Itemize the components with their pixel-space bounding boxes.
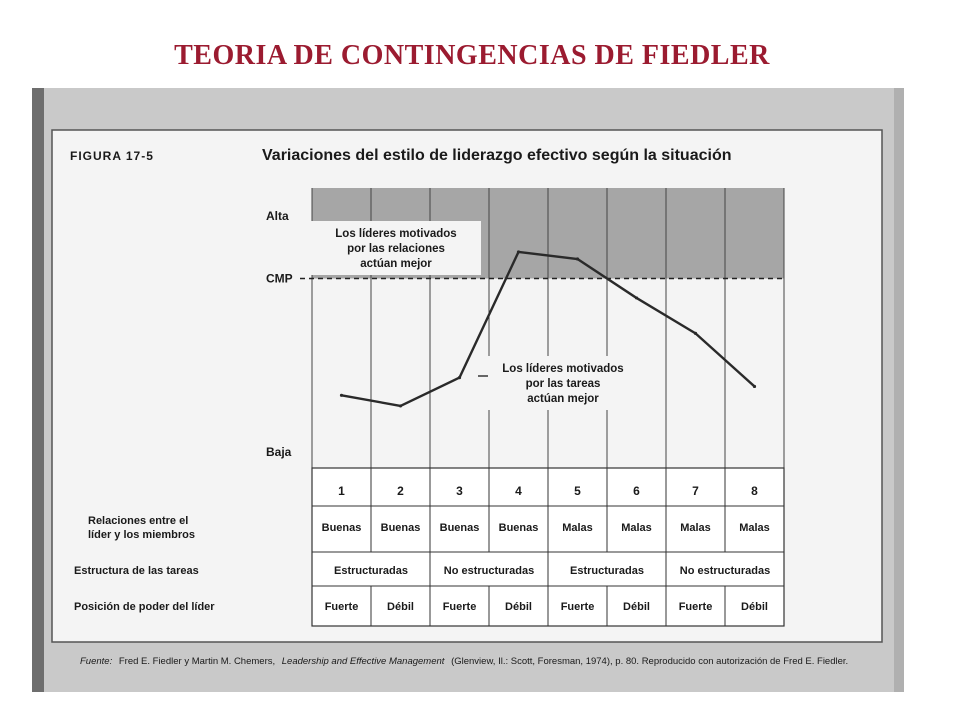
- source-prefix: Fuente:: [80, 656, 113, 667]
- situation-number: 4: [515, 484, 522, 498]
- table-row-label: Estructura de las tareas: [74, 565, 199, 577]
- y-label-cmp: CMP: [266, 271, 293, 286]
- relations-cell: Malas: [562, 522, 593, 534]
- annotation-upper-line: Los líderes motivados: [335, 228, 457, 240]
- power-cell: Fuerte: [324, 601, 359, 613]
- slide-title: TEORIA DE CONTINGENCIAS DE FIEDLER: [174, 40, 770, 71]
- relations-cell: Malas: [680, 522, 711, 534]
- relations-cell: Malas: [621, 522, 652, 534]
- table-row-label: Posición de poder del líder: [74, 601, 215, 613]
- structure-cell: No estructuradas: [443, 565, 535, 577]
- power-cell: Fuerte: [560, 601, 595, 613]
- table-row-label: líder y los miembros: [88, 529, 195, 541]
- y-label-high: Alta: [266, 209, 289, 223]
- structure-cell: Estructuradas: [334, 565, 408, 577]
- relations-cell: Malas: [739, 522, 770, 534]
- figure-source: [80, 656, 848, 667]
- annotation-lower-line: actúan mejor: [527, 393, 599, 405]
- situation-number: 2: [397, 484, 404, 498]
- power-cell: Fuerte: [678, 601, 713, 613]
- power-cell: Débil: [387, 601, 414, 613]
- structure-cell: No estructuradas: [679, 565, 771, 577]
- situation-number: 6: [633, 484, 640, 498]
- y-label-low: Baja: [266, 445, 292, 459]
- annotation-lower-line: Los líderes motivados: [502, 363, 624, 375]
- situation-number: 3: [456, 484, 463, 498]
- series-point: [635, 296, 638, 299]
- power-cell: Débil: [623, 601, 650, 613]
- figure-number: FIGURA 17-5: [70, 149, 154, 163]
- source-authors: Fred E. Fiedler y Martin M. Chemers,: [118, 656, 276, 667]
- source-book: Leadership and Effective Management: [281, 656, 445, 667]
- series-point: [753, 385, 756, 388]
- power-cell: Débil: [505, 601, 532, 613]
- annotation-upper-line: por las relaciones: [347, 243, 445, 255]
- series-point: [399, 404, 402, 407]
- structure-cell: Estructuradas: [570, 565, 644, 577]
- figure-title: Variaciones del estilo de liderazgo efectivo según la situación: [262, 147, 732, 164]
- relations-cell: Buenas: [321, 522, 362, 534]
- annotation-lower-line: por las tareas: [525, 378, 601, 390]
- power-cell: Fuerte: [442, 601, 477, 613]
- series-point: [694, 332, 697, 335]
- table-row-label: Relaciones entre el: [88, 515, 189, 527]
- series-point: [517, 250, 520, 253]
- source-rest: (Glenview, Il.: Scott, Foresman, 1974), p. 80. Reproducido con autorización de Fred E. Fiedler.: [451, 656, 849, 667]
- situation-number: 1: [338, 484, 345, 498]
- situation-number: 8: [751, 484, 758, 498]
- situation-number: 7: [692, 484, 699, 498]
- relations-cell: Buenas: [498, 522, 539, 534]
- series-point: [340, 394, 343, 397]
- series-point: [576, 257, 579, 260]
- series-point: [458, 376, 461, 379]
- power-cell: Débil: [741, 601, 768, 613]
- relations-cell: Buenas: [439, 522, 480, 534]
- situation-number: 5: [574, 484, 581, 498]
- annotation-upper-line: actúan mejor: [360, 258, 432, 270]
- relations-cell: Buenas: [380, 522, 421, 534]
